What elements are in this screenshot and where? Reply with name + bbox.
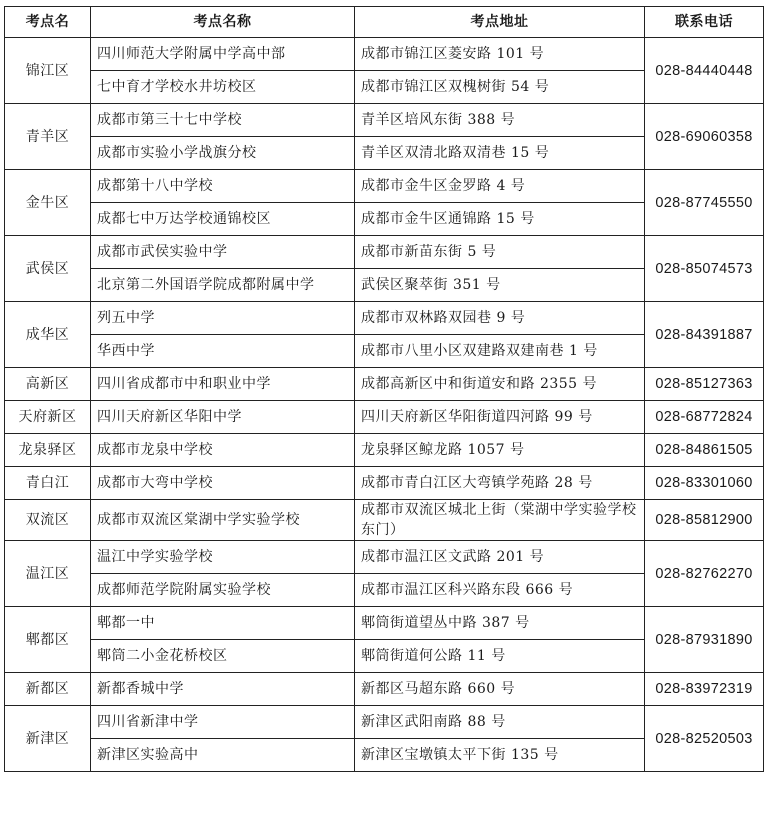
address-cell: 成都市金牛区通锦路 15 号 xyxy=(355,203,645,236)
phone-cell: 028-85127363 xyxy=(645,368,764,401)
phone-cell: 028-85812900 xyxy=(645,500,764,541)
table-row xyxy=(5,401,764,434)
address-cell: 成都市新苗东街 5 号 xyxy=(355,236,645,269)
phone-cell: 028-83301060 xyxy=(645,467,764,500)
table-row xyxy=(5,673,764,706)
phone-cell: 028-84391887 xyxy=(645,302,764,368)
address-cell: 青羊区双清北路双清巷 15 号 xyxy=(355,137,645,170)
table-row xyxy=(5,170,764,203)
school-name-cell: 四川省新津中学 xyxy=(91,706,355,739)
address-cell: 成都市金牛区金罗路 4 号 xyxy=(355,170,645,203)
school-name-cell: 四川天府新区华阳中学 xyxy=(91,401,355,434)
phone-cell: 028-87745550 xyxy=(645,170,764,236)
address-cell: 新都区马超东路 660 号 xyxy=(355,673,645,706)
table-row xyxy=(5,607,764,640)
school-name-cell: 成都师范学院附属实验学校 xyxy=(91,574,355,607)
school-name-cell: 华西中学 xyxy=(91,335,355,368)
address-cell: 武侯区聚萃街 351 号 xyxy=(355,269,645,302)
table-row xyxy=(5,368,764,401)
phone-cell: 028-69060358 xyxy=(645,104,764,170)
school-name-cell: 七中育才学校水井坊校区 xyxy=(91,71,355,104)
phone-cell: 028-68772824 xyxy=(645,401,764,434)
address-cell: 郫筒街道何公路 11 号 xyxy=(355,640,645,673)
school-name-cell: 成都市双流区棠湖中学实验学校 xyxy=(91,500,355,541)
header-phone: 联系电话 xyxy=(645,7,764,38)
table-row xyxy=(5,434,764,467)
district-cell: 高新区 xyxy=(5,368,91,401)
table-row xyxy=(5,706,764,739)
address-cell: 成都市青白江区大弯镇学苑路 28 号 xyxy=(355,467,645,500)
table-row xyxy=(5,541,764,574)
district-cell: 成华区 xyxy=(5,302,91,368)
district-cell: 武侯区 xyxy=(5,236,91,302)
table-row xyxy=(5,500,764,541)
address-cell: 成都市锦江区菱安路 101 号 xyxy=(355,38,645,71)
header-school: 考点名称 xyxy=(91,7,355,38)
address-cell: 青羊区培风东街 388 号 xyxy=(355,104,645,137)
table-row xyxy=(5,302,764,335)
school-name-cell: 成都市龙泉中学校 xyxy=(91,434,355,467)
district-cell: 温江区 xyxy=(5,541,91,607)
exam-sites-table xyxy=(4,6,764,772)
school-name-cell: 成都第十八中学校 xyxy=(91,170,355,203)
address-cell: 成都市八里小区双建路双建南巷 1 号 xyxy=(355,335,645,368)
school-name-cell: 成都市实验小学战旗分校 xyxy=(91,137,355,170)
address-cell: 四川天府新区华阳街道四河路 99 号 xyxy=(355,401,645,434)
phone-cell: 028-82762270 xyxy=(645,541,764,607)
table-row xyxy=(5,467,764,500)
phone-cell: 028-84861505 xyxy=(645,434,764,467)
district-cell: 青白江 xyxy=(5,467,91,500)
school-name-cell: 四川师范大学附属中学高中部 xyxy=(91,38,355,71)
phone-cell: 028-87931890 xyxy=(645,607,764,673)
phone-cell: 028-83972319 xyxy=(645,673,764,706)
phone-cell: 028-82520503 xyxy=(645,706,764,772)
header-address: 考点地址 xyxy=(355,7,645,38)
address-cell: 郫筒街道望丛中路 387 号 xyxy=(355,607,645,640)
table-row xyxy=(5,104,764,137)
phone-cell: 028-85074573 xyxy=(645,236,764,302)
address-cell: 成都市双流区城北上街（棠湖中学实验学校东门） xyxy=(355,500,645,541)
address-cell: 成都市双林路双园巷 9 号 xyxy=(355,302,645,335)
district-cell: 天府新区 xyxy=(5,401,91,434)
district-cell: 郫都区 xyxy=(5,607,91,673)
school-name-cell: 成都市大弯中学校 xyxy=(91,467,355,500)
district-cell: 新津区 xyxy=(5,706,91,772)
district-cell: 新都区 xyxy=(5,673,91,706)
school-name-cell: 北京第二外国语学院成都附属中学 xyxy=(91,269,355,302)
district-cell: 双流区 xyxy=(5,500,91,541)
school-name-cell: 郫筒二小金花桥校区 xyxy=(91,640,355,673)
header-row xyxy=(5,7,764,38)
school-name-cell: 温江中学实验学校 xyxy=(91,541,355,574)
table-row xyxy=(5,38,764,71)
district-cell: 龙泉驿区 xyxy=(5,434,91,467)
table-row xyxy=(5,236,764,269)
school-name-cell: 列五中学 xyxy=(91,302,355,335)
school-name-cell: 新都香城中学 xyxy=(91,673,355,706)
school-name-cell: 新津区实验高中 xyxy=(91,739,355,772)
address-cell: 成都高新区中和街道安和路 2355 号 xyxy=(355,368,645,401)
table-body xyxy=(5,38,764,772)
address-cell: 新津区宝墩镇太平下街 135 号 xyxy=(355,739,645,772)
address-cell: 龙泉驿区鲸龙路 1057 号 xyxy=(355,434,645,467)
address-cell: 成都市锦江区双槐树街 54 号 xyxy=(355,71,645,104)
school-name-cell: 郫都一中 xyxy=(91,607,355,640)
address-cell: 成都市温江区文武路 201 号 xyxy=(355,541,645,574)
school-name-cell: 成都市第三十七中学校 xyxy=(91,104,355,137)
school-name-cell: 成都市武侯实验中学 xyxy=(91,236,355,269)
district-cell: 青羊区 xyxy=(5,104,91,170)
school-name-cell: 四川省成都市中和职业中学 xyxy=(91,368,355,401)
address-cell: 新津区武阳南路 88 号 xyxy=(355,706,645,739)
district-cell: 锦江区 xyxy=(5,38,91,104)
district-cell: 金牛区 xyxy=(5,170,91,236)
school-name-cell: 成都七中万达学校通锦校区 xyxy=(91,203,355,236)
address-cell: 成都市温江区科兴路东段 666 号 xyxy=(355,574,645,607)
header-district: 考点名 xyxy=(5,7,91,38)
phone-cell: 028-84440448 xyxy=(645,38,764,104)
